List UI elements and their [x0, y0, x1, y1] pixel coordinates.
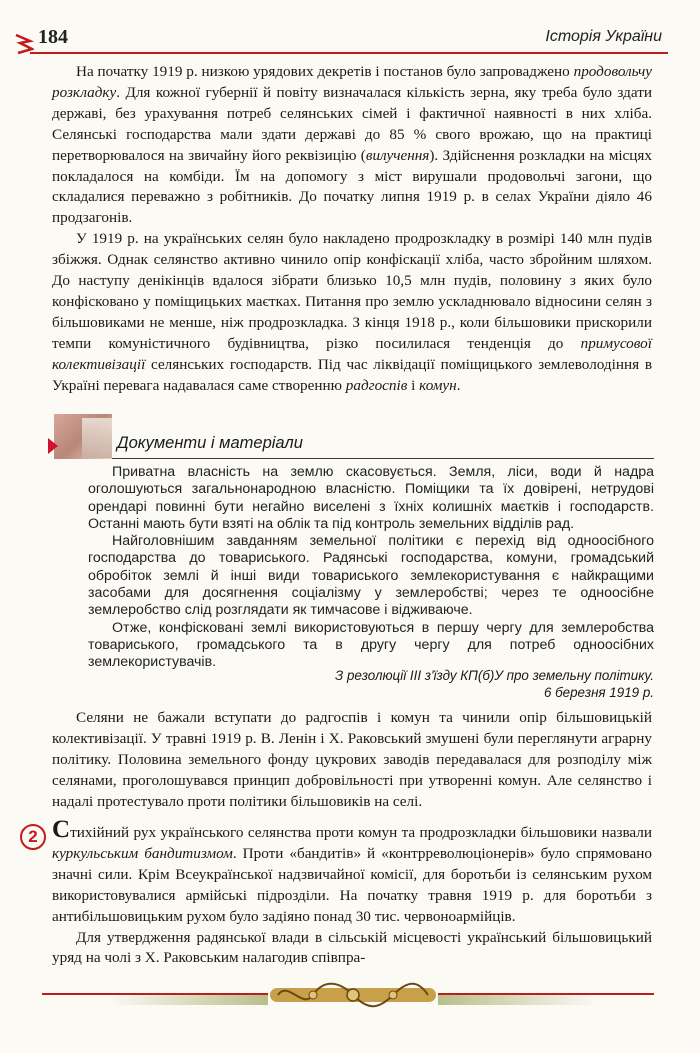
- page-header: [0, 0, 700, 60]
- book-title: Історія України: [545, 28, 662, 45]
- drop-cap: С: [52, 816, 71, 843]
- header-rule: [30, 52, 668, 54]
- footer-band-right: [438, 995, 598, 1005]
- text-run: ). Здійснення розкладки на місцях покладалося на комбіди. Їм на допомогу з міст вирушали продовольчі загони, що складалися переважно з робітників. До початку липня 1919 р. в селах України діяло 46 продзагонів.: [52, 146, 652, 227]
- text-run: У 1919 р. на українських селян було накладено продрозкладку в розмірі 140 млн пудів збіжжя. Однак селянство активно чинило опір конфіскації хліба, часто збройним шляхом. До наступу денікінців вдалося зібрати близько 10,5 млн пудів, половину з яких було конфісковано у поміщицьких маєтках. Питання про землю ускладнювало відносини селян з більшовиками не менше, ніж продрозкладка. З кінця 1918 р., коли більшовики прискорили темпи комуністичного будівництва, різко посилилася тенденція до: [52, 230, 652, 352]
- emphasis-term: комун: [419, 376, 457, 394]
- body-text-block-2: [52, 708, 652, 813]
- page-number: 184: [38, 26, 68, 48]
- emphasis-term: радгоспів: [345, 376, 408, 394]
- body-paragraph: [52, 816, 652, 928]
- footer-band-left: [108, 995, 268, 1005]
- text-run: селянських господарств. Під час ліквідації поміщицького землеволодіння в Україні перевага надавалася саме створенню: [52, 355, 652, 394]
- emphasis-term: куркульським бандитизмом: [52, 844, 233, 862]
- emphasis-term: примусової колективізації: [52, 334, 652, 373]
- body-paragraph: [52, 229, 652, 396]
- emphasis-term: продовольчу розкладку: [52, 63, 652, 101]
- text-run: і: [407, 376, 420, 394]
- documents-page-icon: [82, 418, 112, 458]
- emphasis-term: вилучення: [365, 146, 430, 164]
- documents-text: [88, 464, 654, 672]
- document-paragraph: Найголовнішим завданням земельної політики є перехід від одноосібного господарства до товариського. Радянські господарства, комуни, громадський обробіток землі й інші види товариського землекористування є найкращими засобами для досягнення соціалізму у землеробстві; через те одноосібне землеробство слід розглядати як тимчасове і відживаюче.: [88, 533, 654, 619]
- documents-rule: [112, 458, 654, 459]
- body-paragraph: Для утвердження радянської влади в сільській місцевості український більшовицький уряд на чолі з Х. Раковським налагодив співпра-: [52, 928, 652, 967]
- body-text-block-3: [52, 816, 652, 969]
- text-run: . Проти «бандитів» й «контрреволюціонерів» було спрямовано значні сили. Крім Всеукраїнської надзвичайної комісії, для боротьби із селянським рухом використовувалися армійські підрозділи. На початку травня 1919 р. для боротьби з антибільшовицьким рухом було задіяно понад 30 тис. червоноармійців.: [52, 844, 652, 925]
- text-run: . Для кожної губернії й повіту визначалася кількість зерна, яку треба було здати державі, без урахування потреб селянських сімей і фактичної наявності в них хліба. Селянські господарства мали здати державі до 85 % свого врожаю, що на практиці перетворювалося на звичайну його реквізицію (: [52, 83, 652, 164]
- documents-title: Документи і матеріали: [117, 434, 303, 452]
- text-run: .: [456, 376, 461, 394]
- source-date: 6 березня 1919 р.: [543, 685, 654, 701]
- body-text-block-1: [52, 62, 652, 397]
- source-title: З резолюції III з'їзду КП(б)У про земельну політику.: [335, 668, 654, 683]
- text-run: тихійний рух українського селянства проти комун та продрозкладки більшовики назвали: [70, 824, 652, 841]
- documents-heading: [32, 414, 654, 462]
- paragraph-rest: [52, 824, 652, 925]
- text-run: На початку 1919 р. низкою урядових декретів і постанов було запроваджено: [76, 63, 574, 80]
- section-number-badge: 2: [20, 824, 46, 850]
- footer-ornament-icon: [268, 980, 438, 1010]
- body-paragraph: [52, 62, 652, 229]
- document-paragraph: Приватна власність на землю скасовується. Земля, ліси, води й надра оголошуються загальнонародною власністю. Поміщики та їх довірені, нетрудові орендарі повинні бути негайно виселені з їхніх колишніх маєтків і господарств. Останні мають бути взяті на облік та під контроль земельних відділів рад.: [88, 464, 654, 532]
- document-source: [234, 667, 654, 702]
- document-paragraph: Отже, конфісковані землі використовуються в першу чергу для землеробства товариського, громадського та в другу чергу для потреб одноосібних землекористувачів.: [88, 619, 654, 671]
- body-paragraph: Селяни не бажали вступати до радгоспів і комун та чинили опір більшовицькій колективізації. У травні 1919 р. В. Ленін і Х. Раковський змушені були переглянути аграрну політику. Половина земельного фонду цукрових заводів передавалася для розподілу між селянами, проголошувався принцип добровільності при утворенні комун. Але селянство і надалі протестувало проти політики більшовиків на селі.: [52, 709, 652, 810]
- red-arrow-icon: [48, 438, 58, 454]
